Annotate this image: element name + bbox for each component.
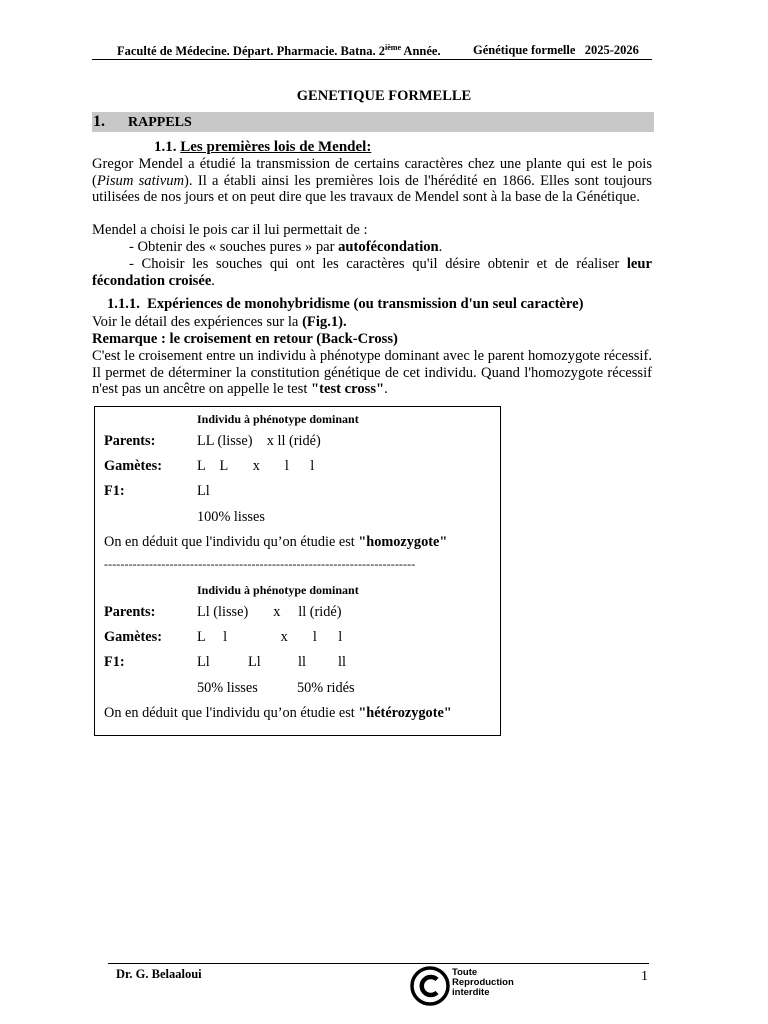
- section-heading: [92, 112, 654, 132]
- bullet-fecondation-croisee: - Choisir les souches qui ont les caractères qu'il désire obtenir et de réaliser leur fécondation croisée.: [92, 256, 652, 289]
- subsection-heading: 1.1. Les premières lois de Mendel:: [154, 139, 372, 155]
- page-number: 1: [641, 969, 648, 984]
- case1-f1-value: Ll: [197, 483, 210, 499]
- figure-link: (Fig.1).: [302, 314, 347, 330]
- bullet-autofecondation: - Obtenir des « souches pures » par autofécondation.: [129, 239, 443, 255]
- case2-result-rides: 50% ridés: [297, 680, 355, 696]
- case1-parents-label: Parents:: [104, 433, 156, 449]
- case2-parents-label: Parents:: [104, 604, 156, 620]
- copyright-notice: Toute Reproduction interdite: [452, 967, 514, 998]
- figure-reference: Voir le détail des expériences sur la (Fig.1).: [92, 314, 347, 330]
- species-name: Pisum sativum: [96, 172, 185, 189]
- page-header: [92, 43, 652, 60]
- remark-text: C'est le croisement entre un individu à phénotype dominant avec le parent homozygote récessif. Il permet de déterminer la constitution génétique de cet individu. Quand l'homozygote récessif n'est pas un ancêtre on appelle le test "test cross".: [92, 348, 652, 398]
- case1-conclusion: On en déduit que l'individu qu’on étudie est "homozygote": [104, 534, 448, 550]
- copyright-icon: [409, 966, 451, 1011]
- header-course: Génétique formelle 2025-2026: [473, 43, 639, 57]
- case1-heading: Individu à phénotype dominant: [197, 412, 359, 426]
- case2-f1-genotype: Ll: [197, 654, 210, 670]
- case1-result: 100% lisses: [197, 509, 265, 525]
- subsection-title: Les premières lois de Mendel:: [180, 139, 372, 155]
- case2-gametes-value: L l x l l: [197, 629, 343, 645]
- case2-f1-genotype: Ll: [248, 654, 261, 670]
- box-separator: ----------------------------------------------------------------------------: [104, 557, 416, 571]
- footer-rule: [108, 963, 649, 964]
- intro-choice: Mendel a choisi le pois car il lui permettait de :: [92, 222, 368, 238]
- intro-paragraph: Gregor Mendel a étudié la transmission de certains caractères chez une plante qui est le pois (Pisum sativum). Il a établi ainsi les premières lois de l'hérédité en 1866. Elles sont toujours utilisées de nos jours et on peut dire que les travaux de Mendel sont à la base de la Génétique.: [92, 156, 652, 206]
- case2-f1-genotype: ll: [338, 654, 346, 670]
- case1-gametes-label: Gamètes:: [104, 458, 162, 474]
- case2-f1-genotype: ll: [298, 654, 306, 670]
- case1-f1-label: F1:: [104, 483, 125, 499]
- case2-result-lisses: 50% lisses: [197, 680, 258, 696]
- footer-author: Dr. G. Belaaloui: [116, 967, 202, 981]
- subsubsection-heading: 1.1.1. Expériences de monohybridisme (ou transmission d'un seul caractère): [107, 296, 584, 312]
- section-number: 1.: [93, 113, 105, 130]
- case1-gametes-value: L L x l l: [197, 458, 315, 474]
- case2-conclusion: On en déduit que l'individu qu’on étudie est "hétérozygote": [104, 705, 452, 721]
- case2-heading: Individu à phénotype dominant: [197, 583, 359, 597]
- header-institution: Faculté de Médecine. Départ. Pharmacie. Batna. 2ième Année.: [117, 43, 441, 59]
- section-label: RAPPELS: [128, 115, 192, 130]
- remark-title: Remarque : le croisement en retour (Back-Cross): [92, 331, 398, 347]
- backcross-box: [94, 406, 501, 736]
- case2-gametes-label: Gamètes:: [104, 629, 162, 645]
- case2-f1-label: F1:: [104, 654, 125, 670]
- document-title: GENETIQUE FORMELLE: [296, 88, 472, 104]
- case2-parents-value: Ll (lisse) x ll (ridé): [197, 604, 342, 620]
- case1-parents-value: LL (lisse) x ll (ridé): [197, 433, 321, 449]
